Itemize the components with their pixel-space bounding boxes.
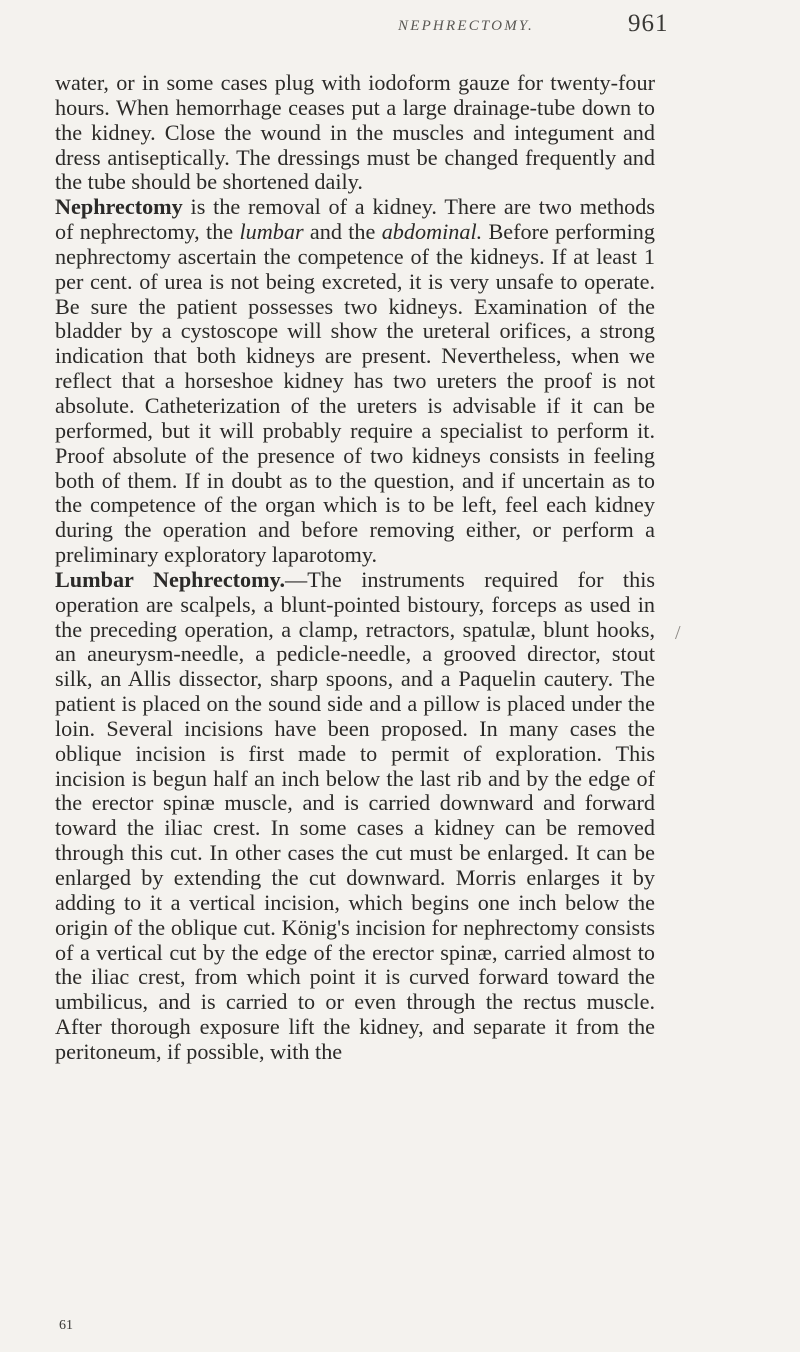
paragraph-text: and the (303, 219, 382, 245)
body-text (55, 71, 655, 1065)
paragraph-text: is the removal of a kidney. There are two methods of nephrectomy, the (55, 194, 655, 245)
run-in-heading-nephrectomy: Nephrectomy (55, 194, 183, 220)
running-head: NEPHRECTOMY. (398, 18, 535, 34)
italic-term-abdominal: abdominal. (381, 219, 483, 245)
paragraph-nephrectomy (55, 195, 655, 568)
run-in-heading-lumbar-nephrectomy: Lumbar Nephrectomy. (55, 566, 286, 592)
signature-mark: 61 (59, 1318, 73, 1333)
paragraph-continuation: water, or in some cases plug with iodoform gauze for twenty-four hours. When hemorrhage ceases put a large drainage-tube down to the kidney. Close the wound in the muscles and integument and dress antiseptically. The dressings must be changed frequently and the tube should be shortened daily. (55, 70, 655, 195)
page-number: 961 (628, 10, 669, 37)
paragraph-text: —The instruments required for this operation are scalpels, a blunt-pointed bistoury, forceps as used in the preceding operation, a clamp, retractors, spatulæ, blunt hooks, an aneurysm-needle, a pedicle-needle, a grooved director, stout silk, an Allis dissector, sharp spoons, and a Paquelin cautery. The patient is placed on the sound side and a pillow is placed under the loin. Several incisions have been proposed. In many cases the oblique incision is first made to permit of exploration. This incision is begun half an inch below the last rib and by the edge of the erector spinæ muscle, and is carried downward and forward toward the iliac crest. In some cases a kidney can be removed through this cut. In other cases the cut must be enlarged. It can be enlarged by extending the cut downward. Morris enlarges it by adding to it a vertical incision, which begins one inch below the origin of the oblique cut. König's incision for nephrectomy consists of a vertical cut by the edge of the erector spinæ, carried almost to the iliac crest, from which point it is curved forward toward the umbilicus, and is carried to or even through the rectus muscle. After thorough exposure lift the kidney, and separate it from the peritoneum, if possible, with the (55, 566, 655, 1064)
paragraph-text: Before performing nephrectomy ascertain the competence of the kidneys. If at least 1 per cent. of urea is not being excreted, it is very unsafe to operate. Be sure the patient possesses two kidneys. Examination of the bladder by a cystoscope will show the ureteral orifices, a strong indication that both kidneys are present. Nevertheless, when we reflect that a horseshoe kidney has two ureters the proof is not absolute. Catheterization of the ureters is advisable if it can be performed, but it will probably require a specialist to perform it. Proof absolute of the presence of two kidneys consists in feeling both of them. If in doubt as to the question, and if uncertain as to the competence of the organ which is to be left, feel each kidney during the operation and before removing either, or perform a preliminary exploratory laparotomy. (55, 219, 655, 568)
margin-pencil-mark: / (675, 622, 681, 644)
page-header (0, 6, 800, 46)
paragraph-lumbar-nephrectomy (55, 568, 655, 1065)
italic-term-lumbar: lumbar (239, 219, 304, 245)
